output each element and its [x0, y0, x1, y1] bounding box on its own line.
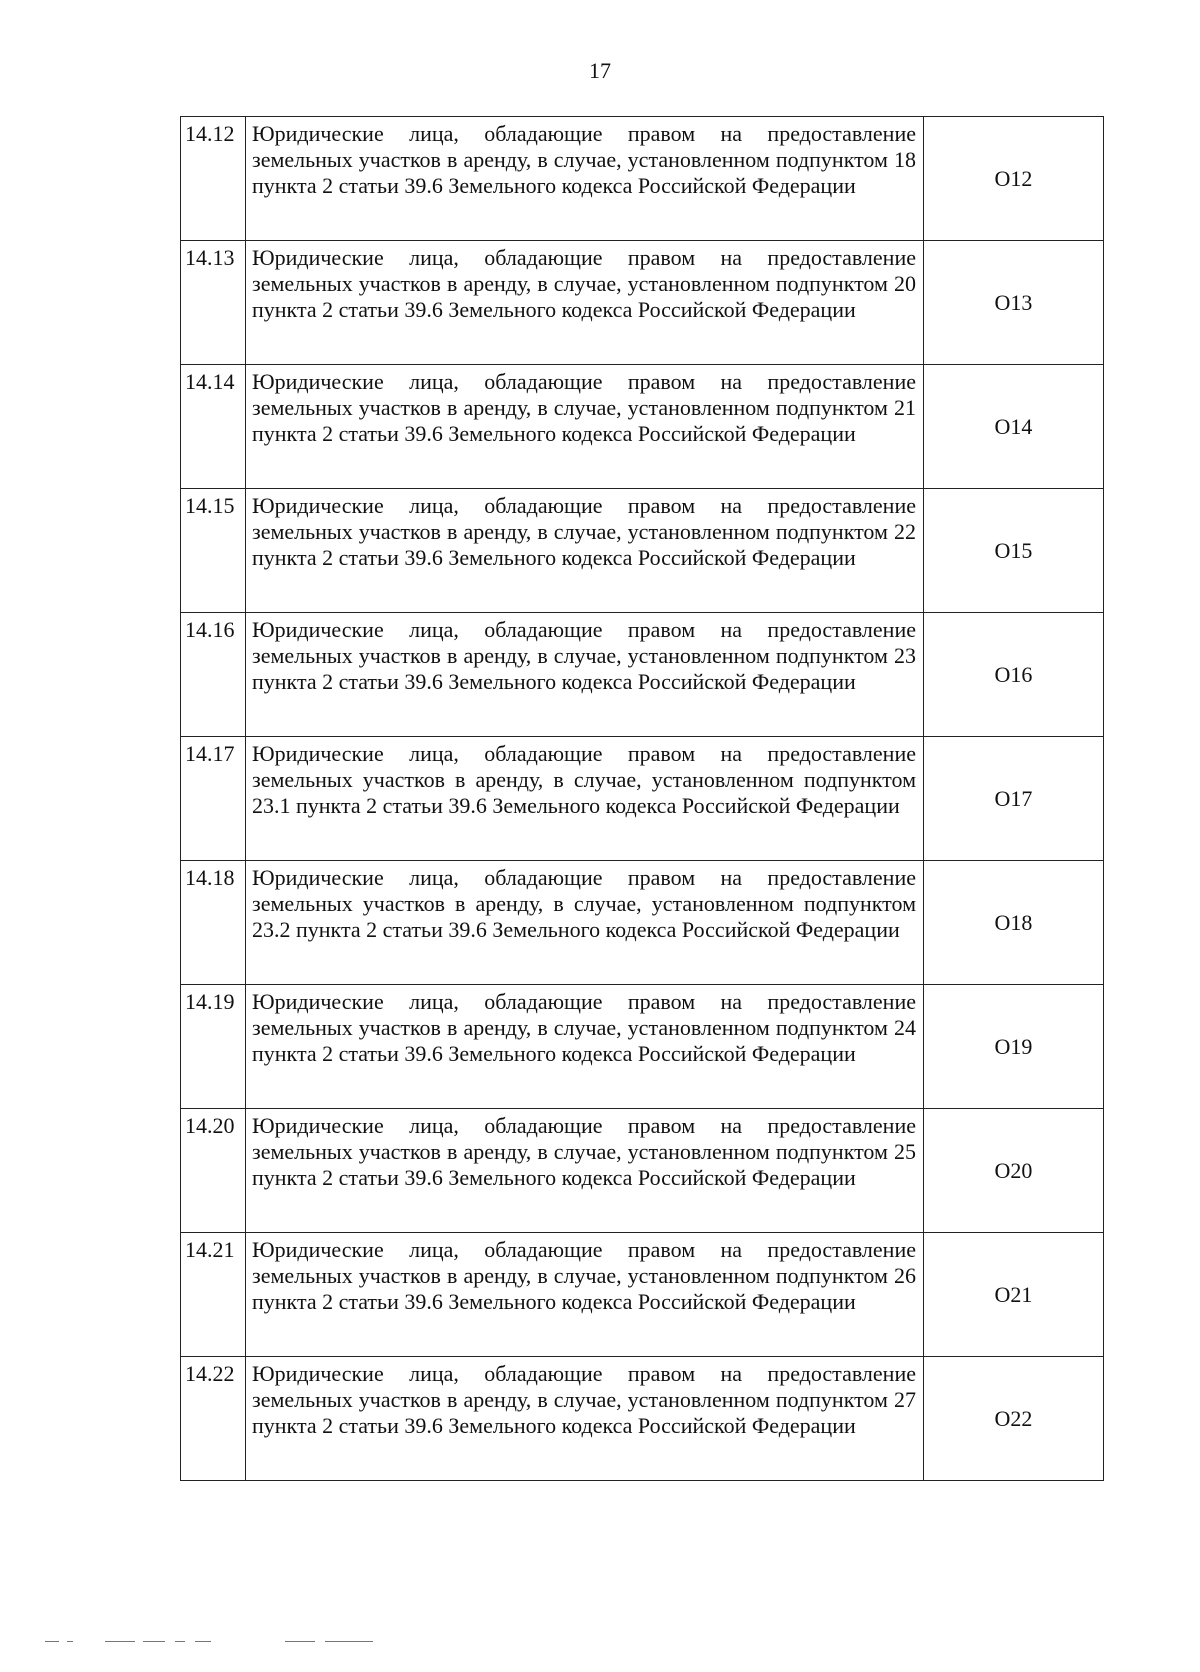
table-row	[181, 241, 1104, 365]
row-code: O16	[924, 613, 1104, 737]
row-code: O12	[924, 117, 1104, 241]
row-description: Юридические лица, обладающие правом на предоставление земельных участков в аренду, в случае, установленном подпунктом 22 пункта 2 статьи 39.6 Земельного кодекса Российской Федерации	[246, 489, 924, 613]
row-description: Юридические лица, обладающие правом на предоставление земельных участков в аренду, в случае, установленном подпунктом 27 пункта 2 статьи 39.6 Земельного кодекса Российской Федерации	[246, 1357, 924, 1481]
row-description: Юридические лица, обладающие правом на предоставление земельных участков в аренду, в случае, установленном подпунктом 23 пункта 2 статьи 39.6 Земельного кодекса Российской Федерации	[246, 613, 924, 737]
row-code: O22	[924, 1357, 1104, 1481]
row-code: O14	[924, 365, 1104, 489]
table-row	[181, 1357, 1104, 1481]
row-description: Юридические лица, обладающие правом на предоставление земельных участков в аренду, в случае, установленном подпунктом 23.2 пункта 2 статьи 39.6 Земельного кодекса Российской Федерации	[246, 861, 924, 985]
scan-mark	[175, 1641, 185, 1642]
scan-mark	[45, 1641, 59, 1642]
row-code: O20	[924, 1109, 1104, 1233]
row-description: Юридические лица, обладающие правом на предоставление земельных участков в аренду, в случае, установленном подпунктом 23.1 пункта 2 статьи 39.6 Земельного кодекса Российской Федерации	[246, 737, 924, 861]
scan-mark	[67, 1641, 73, 1642]
row-number: 14.20	[181, 1109, 246, 1233]
page-number: 17	[589, 58, 611, 83]
row-number: 14.17	[181, 737, 246, 861]
row-number: 14.18	[181, 861, 246, 985]
table-row	[181, 365, 1104, 489]
scan-mark	[105, 1641, 135, 1642]
row-description: Юридические лица, обладающие правом на предоставление земельных участков в аренду, в случае, установленном подпунктом 26 пункта 2 статьи 39.6 Земельного кодекса Российской Федерации	[246, 1233, 924, 1357]
table-row	[181, 737, 1104, 861]
table-row	[181, 117, 1104, 241]
row-number: 14.22	[181, 1357, 246, 1481]
row-number: 14.14	[181, 365, 246, 489]
scan-artifact-marks	[45, 1641, 375, 1647]
scan-mark	[195, 1641, 211, 1642]
row-number: 14.19	[181, 985, 246, 1109]
scan-mark	[143, 1641, 165, 1642]
scan-mark	[325, 1641, 373, 1642]
table-row	[181, 985, 1104, 1109]
row-number: 14.21	[181, 1233, 246, 1357]
row-description: Юридические лица, обладающие правом на предоставление земельных участков в аренду, в случае, установленном подпунктом 21 пункта 2 статьи 39.6 Земельного кодекса Российской Федерации	[246, 365, 924, 489]
table-row	[181, 613, 1104, 737]
table-row	[181, 1109, 1104, 1233]
table-row	[181, 1233, 1104, 1357]
row-description: Юридические лица, обладающие правом на предоставление земельных участков в аренду, в случае, установленном подпунктом 25 пункта 2 статьи 39.6 Земельного кодекса Российской Федерации	[246, 1109, 924, 1233]
row-number: 14.13	[181, 241, 246, 365]
row-code: O18	[924, 861, 1104, 985]
row-description: Юридические лица, обладающие правом на предоставление земельных участков в аренду, в случае, установленном подпунктом 20 пункта 2 статьи 39.6 Земельного кодекса Российской Федерации	[246, 241, 924, 365]
table-row	[181, 861, 1104, 985]
row-code: O21	[924, 1233, 1104, 1357]
table-row	[181, 489, 1104, 613]
row-code: O13	[924, 241, 1104, 365]
row-number: 14.15	[181, 489, 246, 613]
row-number: 14.16	[181, 613, 246, 737]
row-code: O17	[924, 737, 1104, 861]
scan-mark	[285, 1641, 315, 1642]
categories-table	[180, 116, 1104, 1481]
row-number: 14.12	[181, 117, 246, 241]
row-code: O19	[924, 985, 1104, 1109]
row-description: Юридические лица, обладающие правом на предоставление земельных участков в аренду, в случае, установленном подпунктом 24 пункта 2 статьи 39.6 Земельного кодекса Российской Федерации	[246, 985, 924, 1109]
row-description: Юридические лица, обладающие правом на предоставление земельных участков в аренду, в случае, установленном подпунктом 18 пункта 2 статьи 39.6 Земельного кодекса Российской Федерации	[246, 117, 924, 241]
row-code: O15	[924, 489, 1104, 613]
